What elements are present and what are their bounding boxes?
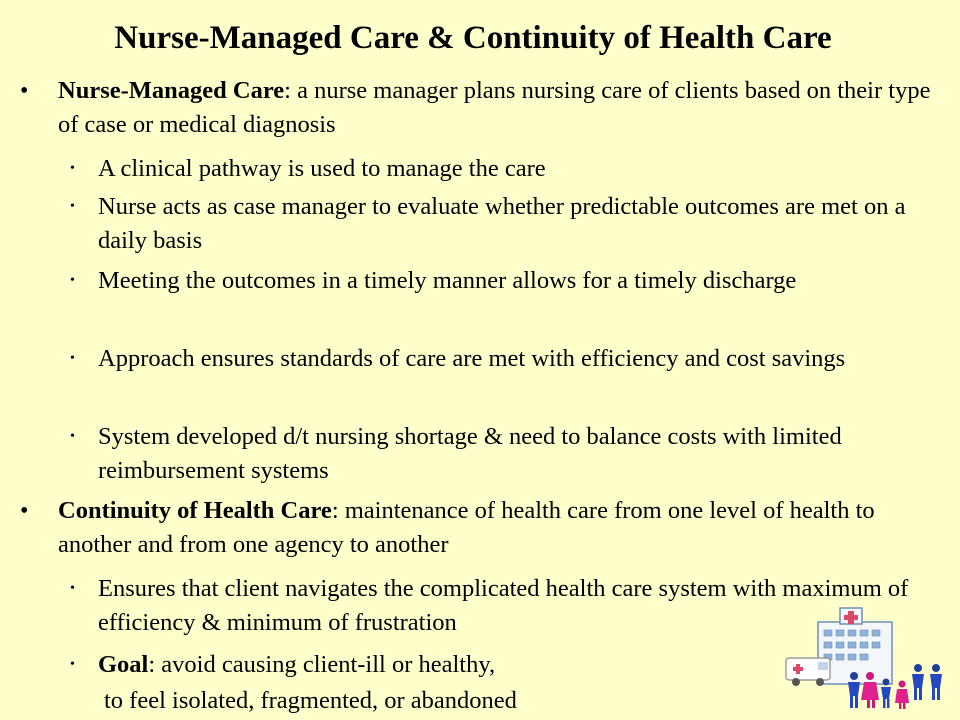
sub-bullet [70, 152, 918, 186]
sub-bullet-dot: • [70, 199, 75, 214]
sub-bullet-dot: • [70, 657, 75, 672]
sub-bullet-dot: • [70, 161, 75, 176]
sub-bullet-dot: • [70, 273, 75, 288]
hospital-family-clipart-icon [784, 606, 954, 716]
bullet-text: : a nurse manager plans nursing care of clients based on their type of case or medical diagnosis [58, 77, 931, 138]
sub-bullet [70, 342, 918, 376]
bullet-term: Nurse-Managed Care [58, 77, 285, 104]
slide-title: Nurse-Managed Care & Continuity of Health Care [114, 20, 832, 56]
sub-bullet-text: System developed d/t nursing shortage & need to balance costs with limited reimbursement systems [98, 423, 842, 484]
sub-bullet-text: Ensures that client navigates the complicated health care system with maximum of efficiency & minimum of frustration [98, 575, 909, 636]
sub-bullet [70, 190, 918, 258]
bullet-nurse-managed-care [20, 74, 938, 142]
sub-bullet-text: A clinical pathway is used to manage the care [98, 155, 546, 182]
bullet-term: Continuity of Health Care [58, 497, 332, 524]
bullet-continuity-of-health-care [20, 494, 938, 562]
sub-bullet-dot: • [70, 351, 75, 366]
bullet-text: : maintenance of health care from one level of health to another and from one agency to another [58, 497, 875, 558]
sub-bullet-text: Meeting the outcomes in a timely manner allows for a timely discharge [98, 267, 797, 294]
bullet-dot: • [20, 498, 29, 524]
sub-bullet-text: Approach ensures standards of care are met with efficiency and cost savings [98, 345, 846, 372]
goal-text: : avoid causing client-ill or healthy, [148, 651, 496, 678]
sub-bullet-dot: • [70, 581, 75, 596]
goal-term: Goal [98, 651, 149, 678]
sub-bullet [70, 264, 918, 298]
bullet-dot: • [20, 78, 29, 104]
sub-bullet-dot: • [70, 429, 75, 444]
sub-bullet-text: Nurse acts as case manager to evaluate whether predictable outcomes are met on a daily basis [98, 193, 906, 254]
goal-continuation: to feel isolated, fragmented, or abandoned [104, 687, 517, 714]
sub-bullet [70, 420, 918, 488]
